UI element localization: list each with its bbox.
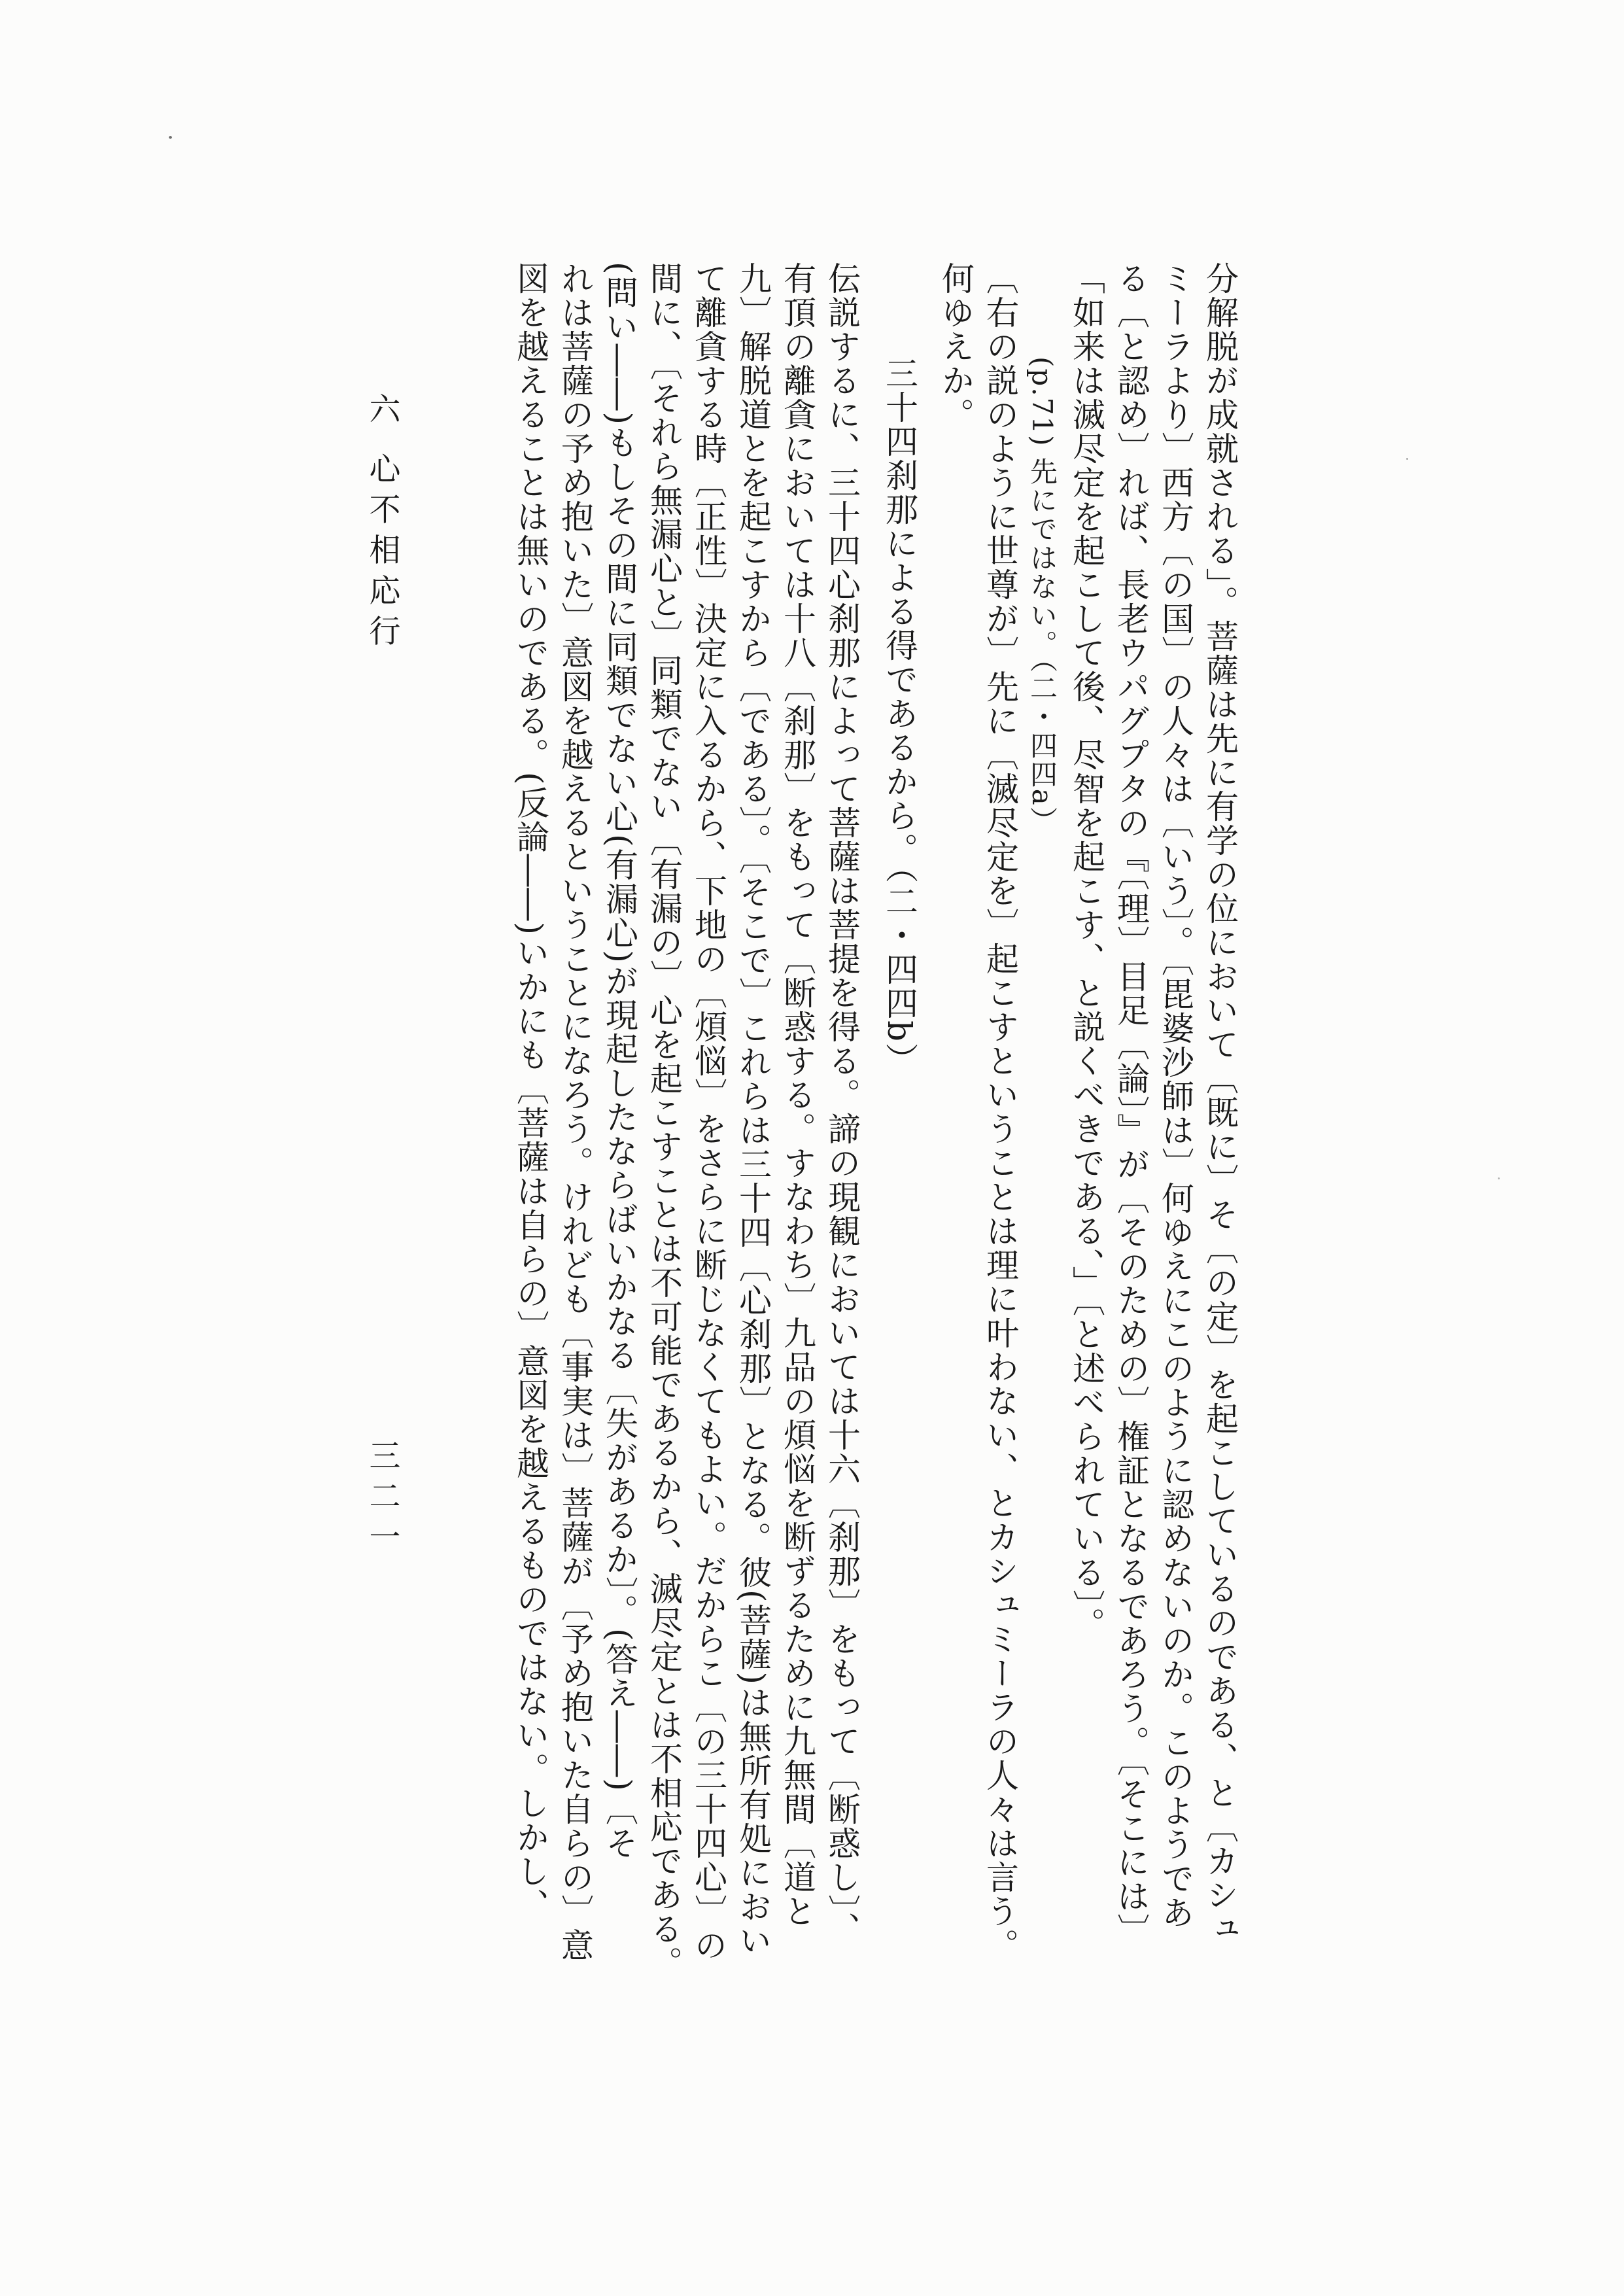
text-column-10: て離貪する時〔正性〕決定に入るから、下地の〔煩悩〕をさらに断じなくてもよい。だからこ〔の三十四心〕の bbox=[689, 262, 727, 1962]
text-column-13: れは菩薩の予め抱いた〕意図を越えるということになろう。けれども〔事実は〕菩薩が〔予め抱いた自らの〕意 bbox=[556, 262, 594, 1962]
text-column-9: 九〕解脱道とを起こすから〔である〕。〔そこで〕これらは三十四〔心刹那〕となる。彼(菩薩)は無所有処におい bbox=[734, 262, 772, 1958]
text-column-2: ミーラより〕西方〔の国〕の人々は〔いう〕。〔毘婆沙師は〕何ゆえにこのように認めないのか。このようであ bbox=[1156, 262, 1194, 1930]
scan-speck bbox=[1406, 458, 1408, 460]
text-column-5: 〔右の説のように世尊が〕先に〔滅尽定を〕起こすということは理に叶わない、とカシュミーラの人々は言う。 bbox=[981, 262, 1019, 1962]
text-column-14: 図を越えることは無いのである。(反論――)いかにも〔菩薩は自らの〕意図を越えるものではない。しかし、 bbox=[511, 262, 549, 1923]
scan-speck bbox=[1498, 1177, 1500, 1179]
text-column-8: 有頂の離貪においては十八〔刹那〕をもって〔断惑する。すなわち〕九品の煩悩を断ずるために九無間〔道と bbox=[778, 262, 816, 1928]
text-column-3: る〔と認め〕れば、長老ウパグプタの『〔理〕目足〔論〕』が〔そのための〕権証となるであろう。〔そこには〕 bbox=[1112, 262, 1150, 1947]
scan-speck bbox=[169, 136, 172, 139]
text-column-12: (問い――)もしその間に同類でない心(有漏心)が現起したならばいかなる〔失があるか〕。(答え――)〔そ bbox=[600, 262, 638, 1861]
text-column-6: 何ゆえか。 bbox=[937, 262, 975, 432]
text-column-7: 伝説するに、三十四心刹那によって菩薩は菩提を得る。諦の現観においては十六〔刹那〕をもって〔断惑し〕、 bbox=[823, 262, 861, 1946]
text-column-1: 分解脱が成就される」。菩薩は先に有学の位において〔既に〕そ〔の定〕を起こしているのである、と〔カシュ bbox=[1201, 262, 1239, 1946]
text-column-4: 「如来は滅尽定を起こして後、尽智を起こす、と説くべきである、」〔と述べられている〕。 bbox=[1067, 262, 1105, 1641]
text-column-11: 間に、〔それら無漏心と〕同類でない〔有漏の〕心を起こすことは不可能であるから、滅尽定とは不相応である。 bbox=[645, 262, 683, 1980]
quoted-verse-2: 三十四刹那による得であるから。（二・四四b） bbox=[880, 357, 918, 1077]
running-title: 六 心不相応行 bbox=[364, 392, 400, 655]
page-number: 三二一 bbox=[364, 1439, 400, 1561]
quoted-verse-1: (p.71) 先にではない。（二・四四a） bbox=[1026, 357, 1058, 835]
